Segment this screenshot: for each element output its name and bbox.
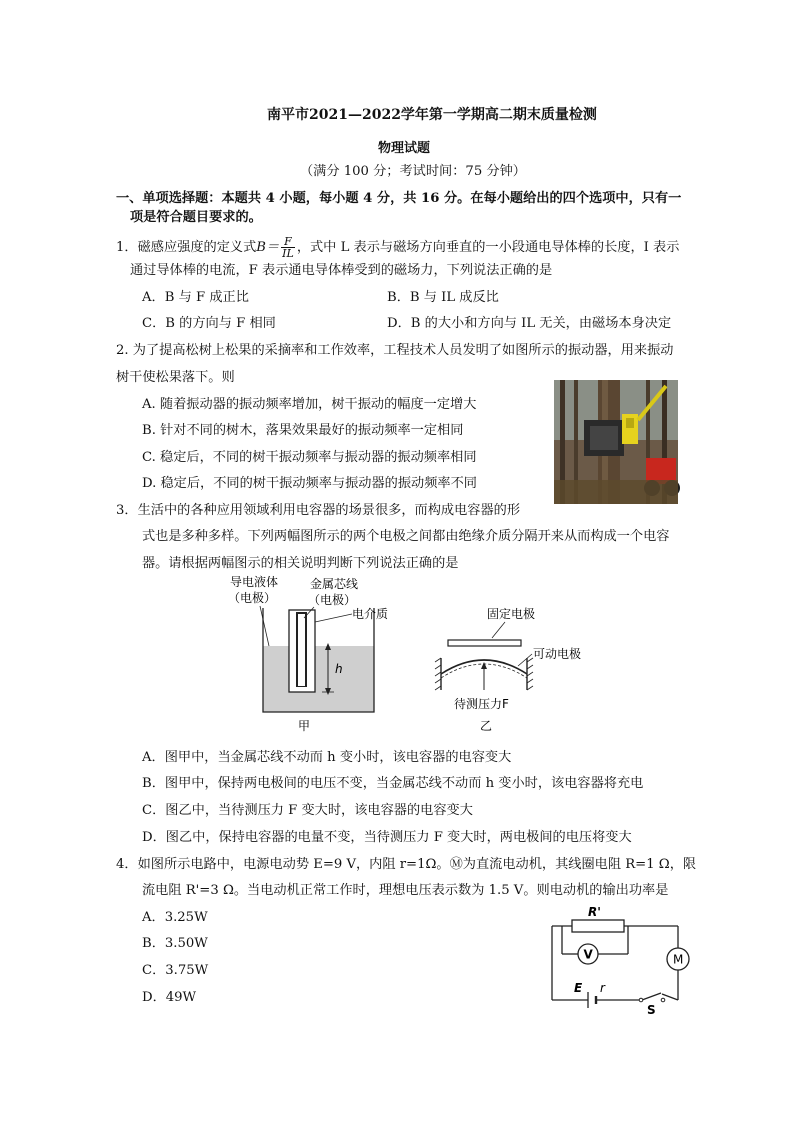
q1-stem-line2: 通过导体棒的电流，F 表示通电导体棒受到的磁场力，下列说法正确的是 bbox=[130, 263, 553, 278]
h-label: h bbox=[335, 662, 343, 676]
q4-option-a: A．3.25W bbox=[142, 910, 208, 925]
liquid-label-line2: （电极） bbox=[228, 591, 277, 605]
q1-fraction bbox=[281, 236, 295, 259]
capacitor-figure-a bbox=[222, 574, 389, 736]
conductive-liquid bbox=[263, 646, 374, 712]
q1-fraction-denominator: IL bbox=[282, 247, 294, 260]
q4-option-b: B．3.50W bbox=[142, 936, 208, 951]
q1-fraction-numerator: F bbox=[281, 236, 295, 248]
emf-label: E bbox=[574, 981, 583, 995]
q2-option-b: B. 针对不同的树木，落果效果最好的振动频率一定相同 bbox=[142, 423, 464, 438]
fixed-electrode bbox=[448, 640, 521, 646]
internal-r-label: r bbox=[600, 981, 605, 995]
subject-title: 物理试题 bbox=[378, 141, 431, 156]
capacitor-figure-b bbox=[430, 600, 590, 736]
dielectric-label: 电介质 bbox=[352, 607, 389, 621]
q1-option-d: D．B 的大小和方向与 IL 无关，由磁场本身决定 bbox=[387, 316, 672, 331]
q3-option-a: A．图甲中，当金属芯线不动而 h 变小时，该电容器的电容变大 bbox=[142, 750, 512, 765]
q1-option-b: B．B 与 IL 成反比 bbox=[387, 290, 499, 305]
q2-option-c: C. 稳定后，不同的树干振动频率与振动器的振动频率相同 bbox=[142, 450, 477, 465]
r-prime-label: R' bbox=[588, 905, 601, 919]
q2-option-d: D. 稳定后，不同的树干振动频率与振动器的振动频率不同 bbox=[142, 476, 477, 491]
figure-b-caption: 乙 bbox=[480, 719, 493, 733]
core-label-line2: （电极） bbox=[308, 593, 357, 607]
voltmeter-label: V bbox=[583, 947, 593, 962]
liquid-label-line1: 导电液体 bbox=[230, 575, 279, 589]
q3-option-c: C．图乙中，当待测压力 F 变大时，该电容器的电容变大 bbox=[142, 803, 473, 818]
q1-formula-lhs: B＝ bbox=[256, 240, 280, 255]
motor-label: M bbox=[673, 952, 684, 967]
core-label-line1: 金属芯线 bbox=[310, 577, 359, 591]
motor-circuit bbox=[544, 904, 694, 1016]
section-heading-line2: 项是符合题目要求的。 bbox=[130, 210, 262, 225]
q2-stem-line1: 2. 为了提高松树上松果的采摘率和工作效率，工程技术人员发明了如图所示的振动器，用来振动 bbox=[116, 343, 674, 358]
q4-stem-line2: 流电阻 R'=3 Ω。当电动机正常工作时，理想电压表示数为 1.5 V。则电动机的输出功率是 bbox=[142, 883, 669, 898]
q1-number: 1． bbox=[116, 240, 138, 255]
q4-stem-line1: 4．如图所示电路中，电源电动势 E=9 V，内阻 r=1Ω。Ⓜ为直流电动机，其线圈电阻 R=1 Ω，限 bbox=[116, 857, 697, 872]
q1-post: ，式中 L 表示与磁场方向垂直的一小段通电导体棒的长度，I 表示 bbox=[296, 240, 680, 255]
movable-electrode-label: 可动电极 bbox=[533, 647, 582, 661]
force-label: 待测压力F bbox=[454, 697, 509, 711]
q3-stem-line2: 式也是多种多样。下列两幅图所示的两个电极之间都由绝缘介质分隔开来从而构成一个电容 bbox=[142, 529, 670, 544]
switch-label: S bbox=[647, 1003, 656, 1017]
q3-stem-line3: 器。请根据两幅图示的相关说明判断下列说法正确的是 bbox=[142, 556, 459, 571]
q4-option-d: D．49W bbox=[142, 990, 197, 1005]
q3-option-d: D．图乙中，保持电容器的电量不变，当待测压力 F 变大时，两电极间的电压将变大 bbox=[142, 830, 632, 845]
q2-stem-line2: 树干使松果落下。则 bbox=[116, 370, 235, 385]
resistor-r-prime bbox=[572, 920, 624, 932]
q4-option-c: C．3.75W bbox=[142, 963, 209, 978]
exam-title: 南平市2021—2022学年第一学期高二期末质量检测 bbox=[267, 107, 597, 123]
switch-icon bbox=[639, 998, 643, 1002]
q1-option-c: C．B 的方向与 F 相同 bbox=[142, 316, 276, 331]
q3-stem-line1: 3．生活中的各种应用领域利用电容器的场景很多，而构成电容器的形 bbox=[116, 503, 521, 518]
q1-option-a: A．B 与 F 成正比 bbox=[142, 290, 249, 305]
q1-stem-line1 bbox=[116, 236, 679, 259]
q2-option-a: A. 随着振动器的振动频率增加，树干振动的幅度一定增大 bbox=[142, 397, 477, 412]
q3-option-b: B．图甲中，保持两电极间的电压不变，当金属芯线不动而 h 变小时，该电容器将充电 bbox=[142, 776, 644, 791]
tree-shaker-photo bbox=[554, 380, 678, 504]
q1-pre: 磁感应强度的定义式 bbox=[137, 240, 257, 255]
exam-meta: （满分 100 分；考试时间：75 分钟） bbox=[300, 164, 526, 179]
section-heading-line1: 一、单项选择题：本题共 4 小题，每小题 4 分，共 16 分。在每小题给出的四个选项中，只有一 bbox=[116, 191, 682, 206]
fixed-electrode-label: 固定电极 bbox=[487, 607, 536, 621]
figure-a-caption: 甲 bbox=[298, 719, 311, 733]
